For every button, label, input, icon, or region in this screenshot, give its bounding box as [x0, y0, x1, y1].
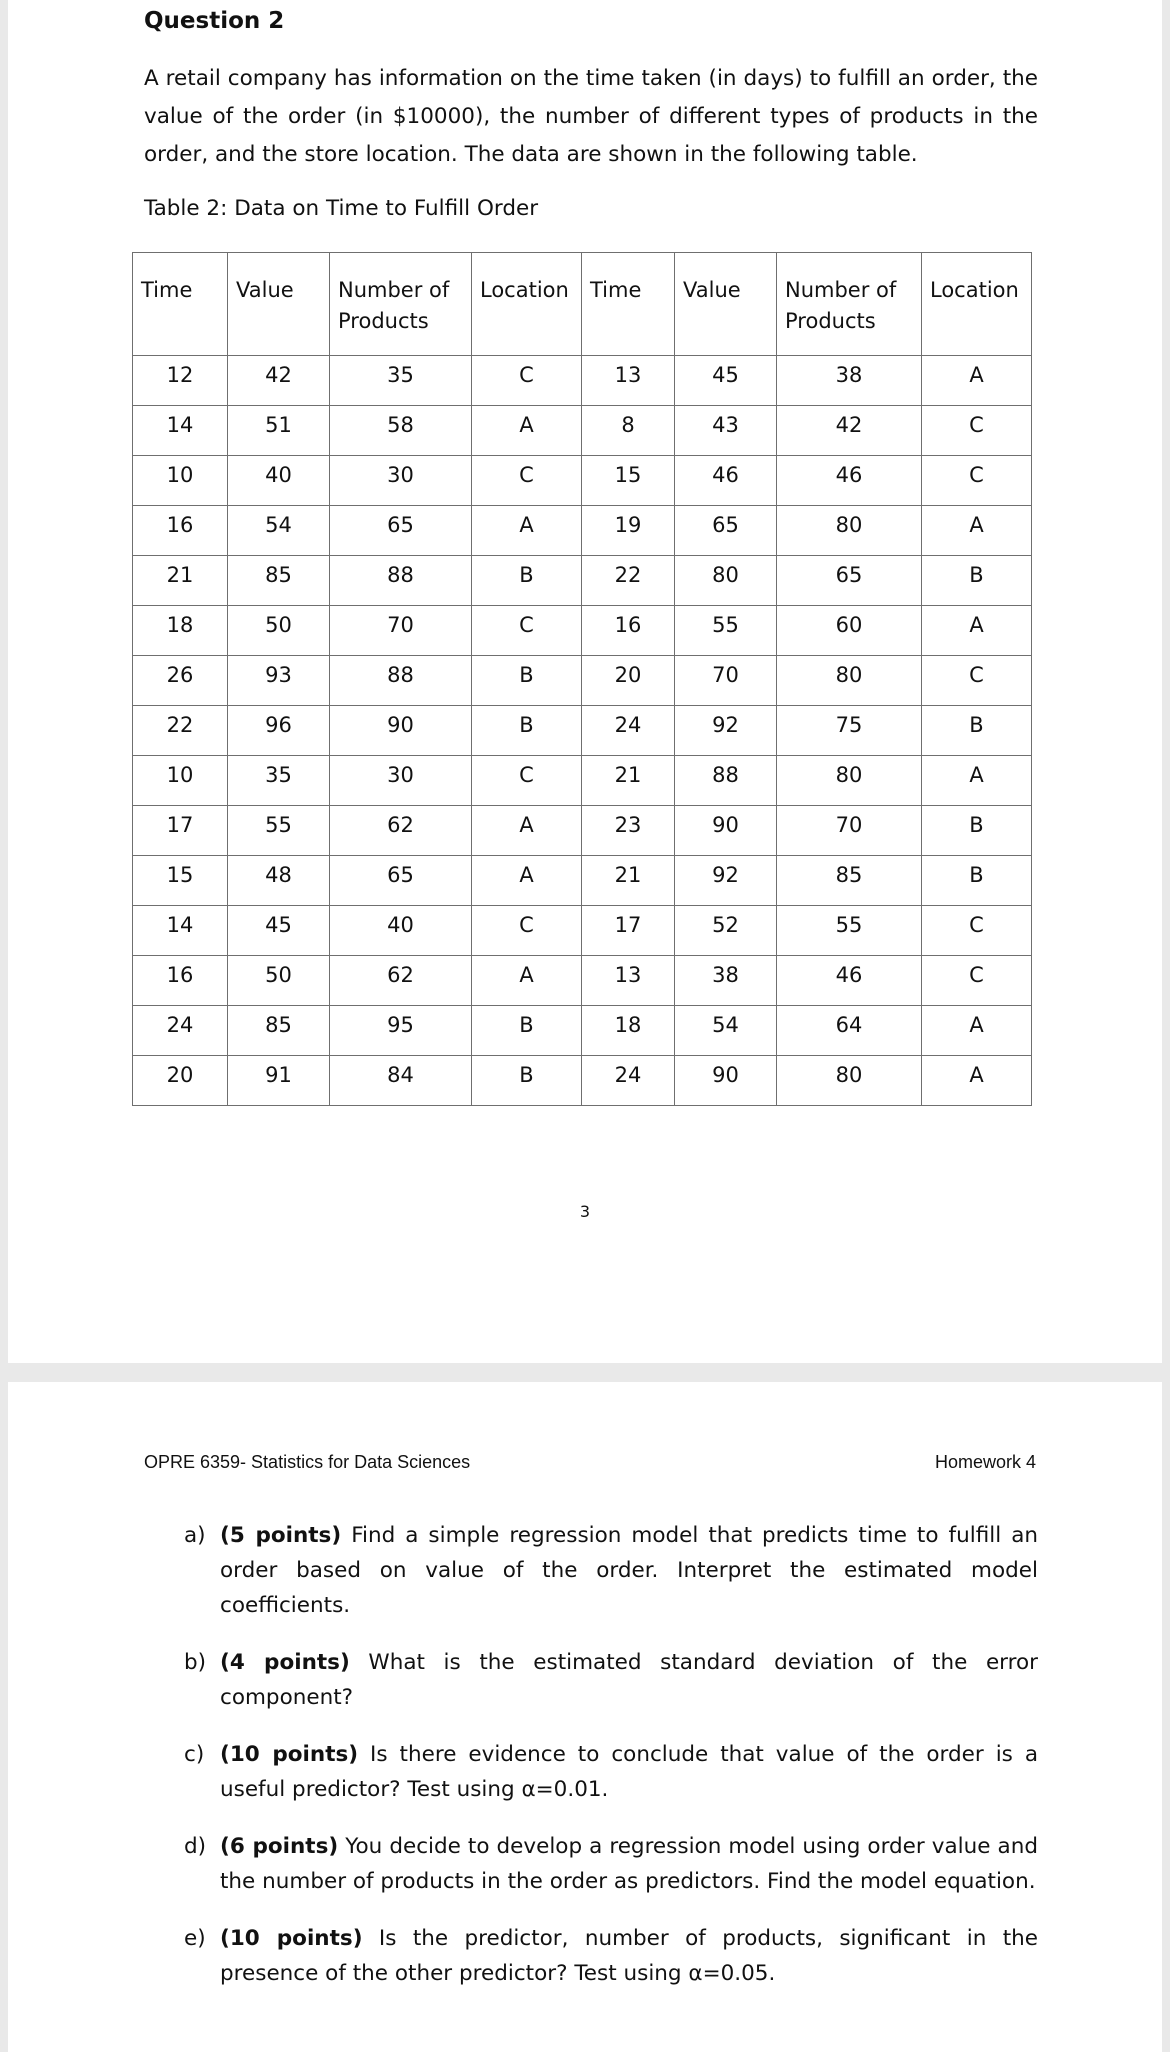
- table-cell: 91: [228, 1056, 330, 1106]
- question-part: [176, 1829, 1038, 1899]
- table-cell: B: [472, 1006, 582, 1056]
- course-header: OPRE 6359- Statistics for Data Sciences: [144, 1452, 471, 1472]
- document-page-1: [8, 0, 1162, 1363]
- table-cell: C: [922, 656, 1032, 706]
- table-cell: 65: [330, 506, 472, 556]
- table-cell: 95: [330, 1006, 472, 1056]
- table-cell: 23: [582, 806, 675, 856]
- table-cell: B: [472, 556, 582, 606]
- table-cell: 13: [582, 356, 675, 406]
- table-cell: 88: [330, 556, 472, 606]
- table-cell: 50: [228, 606, 330, 656]
- table-cell: 80: [777, 656, 922, 706]
- column-header: Number of Products: [330, 253, 472, 356]
- table-row: [133, 456, 1032, 506]
- table-cell: 64: [777, 1006, 922, 1056]
- table-cell: 18: [582, 1006, 675, 1056]
- table-cell: A: [922, 1006, 1032, 1056]
- table-cell: 48: [228, 856, 330, 906]
- table-cell: 22: [133, 706, 228, 756]
- table-row: [133, 556, 1032, 606]
- part-points: (10 points): [220, 1742, 359, 1767]
- column-header: Location: [472, 253, 582, 356]
- table-cell: 26: [133, 656, 228, 706]
- table-cell: 88: [675, 756, 777, 806]
- table-cell: 88: [330, 656, 472, 706]
- table-cell: 19: [582, 506, 675, 556]
- table-cell: A: [922, 356, 1032, 406]
- column-header: Time: [133, 253, 228, 356]
- table-cell: 58: [330, 406, 472, 456]
- table-cell: 84: [330, 1056, 472, 1106]
- part-text: You decide to develop a regression model using order value and the number of products in the order as predictors. Find the model equation.: [220, 1834, 1038, 1894]
- part-text: Is there evidence to conclude that value of the order is a useful predictor? Test using α=0.01.: [220, 1742, 1038, 1802]
- table-cell: 75: [777, 706, 922, 756]
- table-cell: 24: [582, 706, 675, 756]
- table-cell: B: [922, 706, 1032, 756]
- table-cell: 92: [675, 856, 777, 906]
- part-label: b): [184, 1650, 207, 1675]
- table-cell: 90: [330, 706, 472, 756]
- table-cell: 60: [777, 606, 922, 656]
- table-row: [133, 406, 1032, 456]
- table-cell: 92: [675, 706, 777, 756]
- table-cell: 42: [228, 356, 330, 406]
- part-points: (6 points): [220, 1834, 339, 1859]
- table-cell: 43: [675, 406, 777, 456]
- data-table: [132, 252, 1032, 1106]
- part-points: (10 points): [220, 1926, 363, 1951]
- table-cell: 70: [675, 656, 777, 706]
- table-row: [133, 606, 1032, 656]
- question-parts: [176, 1518, 1038, 2013]
- column-header: Value: [228, 253, 330, 356]
- table-cell: A: [472, 956, 582, 1006]
- table-cell: C: [472, 356, 582, 406]
- table-cell: 80: [675, 556, 777, 606]
- table-cell: 20: [582, 656, 675, 706]
- table-cell: 46: [675, 456, 777, 506]
- document-page-2: [8, 1382, 1162, 2052]
- table-cell: 30: [330, 756, 472, 806]
- question-part: [176, 1645, 1038, 1715]
- table-body: [133, 356, 1032, 1106]
- table-cell: C: [922, 906, 1032, 956]
- table-cell: 17: [582, 906, 675, 956]
- table-row: [133, 1056, 1032, 1106]
- part-label: d): [184, 1834, 207, 1859]
- table-cell: 45: [228, 906, 330, 956]
- table-cell: B: [472, 656, 582, 706]
- table-cell: 14: [133, 906, 228, 956]
- table-cell: 30: [330, 456, 472, 506]
- part-text: What is the estimated standard deviation of the error component?: [220, 1650, 1038, 1710]
- table-row: [133, 656, 1032, 706]
- table-cell: 93: [228, 656, 330, 706]
- table-cell: 46: [777, 956, 922, 1006]
- table-caption: Table 2: Data on Time to Fulfill Order: [144, 196, 539, 221]
- column-header: Value: [675, 253, 777, 356]
- table-header-row: [133, 253, 1032, 356]
- table-cell: 8: [582, 406, 675, 456]
- question-title: Question 2: [144, 8, 285, 34]
- table-cell: 22: [582, 556, 675, 606]
- table-cell: C: [922, 456, 1032, 506]
- table-cell: 85: [228, 556, 330, 606]
- table-cell: 17: [133, 806, 228, 856]
- table-cell: 54: [675, 1006, 777, 1056]
- table-cell: 38: [675, 956, 777, 1006]
- table-cell: 10: [133, 456, 228, 506]
- table-cell: A: [472, 406, 582, 456]
- table-cell: 15: [582, 456, 675, 506]
- table-row: [133, 906, 1032, 956]
- table-cell: C: [472, 456, 582, 506]
- table-cell: A: [472, 806, 582, 856]
- table-cell: 12: [133, 356, 228, 406]
- table-cell: 10: [133, 756, 228, 806]
- table-cell: C: [472, 606, 582, 656]
- table-cell: B: [922, 556, 1032, 606]
- table-cell: A: [922, 506, 1032, 556]
- table-row: [133, 506, 1032, 556]
- table-cell: 55: [228, 806, 330, 856]
- table-cell: 70: [330, 606, 472, 656]
- table-cell: 80: [777, 506, 922, 556]
- table-cell: 24: [133, 1006, 228, 1056]
- intro-paragraph: A retail company has information on the time taken (in days) to fulfill an order, the value of the order (in $10000), the number of different types of products in the order, and the store location. The data are shown in the following table.: [144, 66, 1038, 167]
- table-row: [133, 856, 1032, 906]
- table-row: [133, 956, 1032, 1006]
- table-row: [133, 806, 1032, 856]
- table-cell: 55: [675, 606, 777, 656]
- table-cell: C: [472, 906, 582, 956]
- table-cell: 24: [582, 1056, 675, 1106]
- table-cell: 65: [675, 506, 777, 556]
- table-cell: 70: [777, 806, 922, 856]
- table-cell: A: [922, 756, 1032, 806]
- table-cell: 21: [582, 856, 675, 906]
- part-label: c): [184, 1742, 205, 1767]
- page-number: 3: [579, 1202, 591, 1221]
- question-part: [176, 1921, 1038, 1991]
- table-cell: 80: [777, 1056, 922, 1106]
- part-label: e): [184, 1926, 206, 1951]
- table-cell: 55: [777, 906, 922, 956]
- table-cell: 65: [777, 556, 922, 606]
- table-cell: 40: [330, 906, 472, 956]
- table-cell: 14: [133, 406, 228, 456]
- table-cell: 65: [330, 856, 472, 906]
- table-cell: 35: [330, 356, 472, 406]
- table-cell: 51: [228, 406, 330, 456]
- table-cell: 20: [133, 1056, 228, 1106]
- table-cell: 15: [133, 856, 228, 906]
- question-part: [176, 1518, 1038, 1623]
- table-cell: 45: [675, 356, 777, 406]
- table-cell: 85: [777, 856, 922, 906]
- table-cell: B: [922, 856, 1032, 906]
- table-cell: 54: [228, 506, 330, 556]
- part-text: Is the predictor, number of products, significant in the presence of the other predictor? Test using α=0.05.: [220, 1926, 1039, 1986]
- table-cell: B: [472, 1056, 582, 1106]
- table-cell: B: [922, 806, 1032, 856]
- table-cell: 35: [228, 756, 330, 806]
- table-cell: 38: [777, 356, 922, 406]
- part-label: a): [184, 1523, 206, 1548]
- table-cell: C: [922, 406, 1032, 456]
- homework-header: Homework 4: [934, 1452, 1036, 1472]
- table-cell: 40: [228, 456, 330, 506]
- table-cell: A: [472, 506, 582, 556]
- table-cell: 16: [133, 506, 228, 556]
- table-cell: C: [472, 756, 582, 806]
- table-cell: 80: [777, 756, 922, 806]
- table-cell: 16: [582, 606, 675, 656]
- column-header: Number of Products: [777, 253, 922, 356]
- table-cell: 62: [330, 956, 472, 1006]
- table-cell: 21: [582, 756, 675, 806]
- table-cell: C: [922, 956, 1032, 1006]
- table-cell: 90: [675, 806, 777, 856]
- table-cell: A: [922, 1056, 1032, 1106]
- table-cell: 52: [675, 906, 777, 956]
- part-points: (5 points): [220, 1523, 342, 1548]
- part-points: (4 points): [220, 1650, 350, 1675]
- table-row: [133, 1006, 1032, 1056]
- table-cell: 13: [582, 956, 675, 1006]
- table-cell: 18: [133, 606, 228, 656]
- table-cell: 90: [675, 1056, 777, 1106]
- question-part: [176, 1737, 1038, 1807]
- column-header: Location: [922, 253, 1032, 356]
- column-header: Time: [582, 253, 675, 356]
- part-text: Find a simple regression model that predicts time to fulfill an order based on value of the order. Interpret the estimated model coefficients.: [220, 1523, 1038, 1618]
- table-cell: A: [472, 856, 582, 906]
- table-row: [133, 356, 1032, 406]
- table-cell: 96: [228, 706, 330, 756]
- table-cell: 62: [330, 806, 472, 856]
- table-cell: 42: [777, 406, 922, 456]
- table-row: [133, 756, 1032, 806]
- table-cell: 16: [133, 956, 228, 1006]
- table-cell: 85: [228, 1006, 330, 1056]
- table-cell: B: [472, 706, 582, 756]
- table-cell: 50: [228, 956, 330, 1006]
- table-cell: 21: [133, 556, 228, 606]
- table-row: [133, 706, 1032, 756]
- table-cell: 46: [777, 456, 922, 506]
- table-cell: A: [922, 606, 1032, 656]
